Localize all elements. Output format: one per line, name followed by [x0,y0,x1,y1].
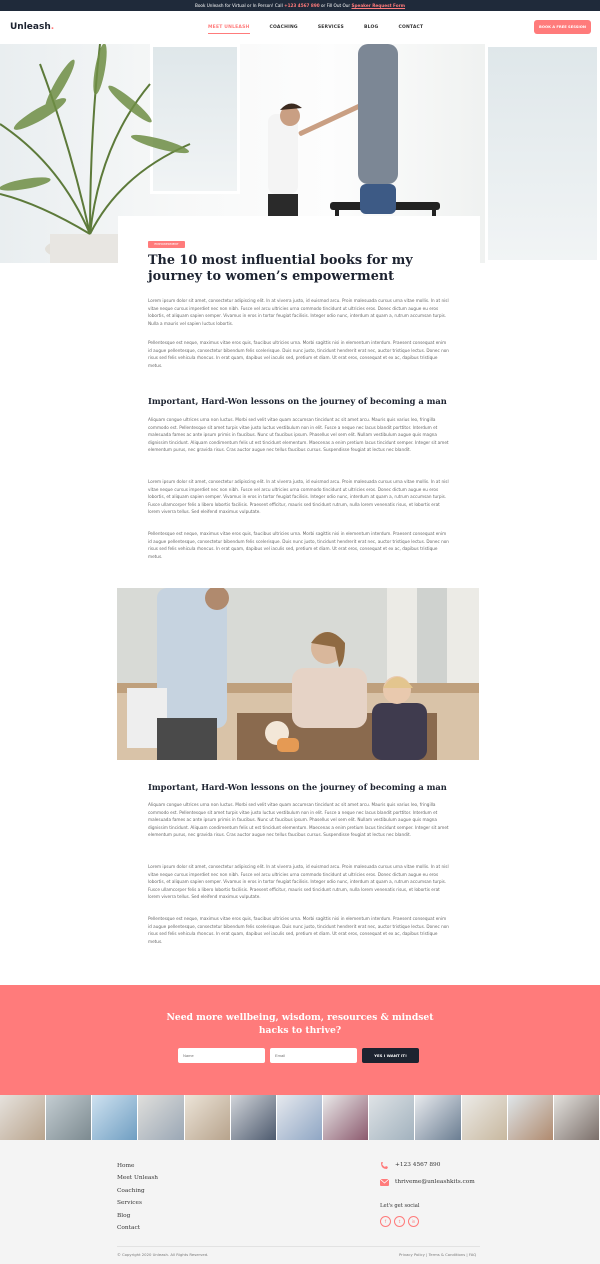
announcement-bar [0,0,600,11]
strip-photo[interactable] [231,1095,277,1140]
main-nav [0,11,600,44]
paragraph-3: Aliquam congue ultrices urna non luctus. Morbi sed velit vitae quam accumsan tincidunt ac sit amet arcu. Mauris quis varius leo, fringilla commodo est. Pellentesque sit amet turpis vitae justo luctus vestibulum non in elit. Fusce a neque nec lacus blandit porttitor. Interdum et malesuada fames ac ante ipsum primis in faucibus. Nunc ut faucibus ipsum. Phasellus vel sem elit. Nullam vestibulum augue quis magna dignissim tincidunt. Aliquam condimentum felis ut est tincidunt elementum. Maecenas a enim pretium lacus tincidunt semper. Integer sit amet elementum purus, nec gravida risus. Cras auctor augue nec tellus faucibus cursus. Suspendisse feugiat at lectus nec blandit. [148,417,449,453]
family-photo [117,588,479,760]
nav-item-coaching[interactable]: COACHING [269,25,298,30]
footer-link-services[interactable]: Services [117,1200,142,1206]
footer-divider [117,1246,480,1247]
announcement-mid: or Fill Out Our [321,3,351,8]
nav-menu [208,25,443,34]
social-title: Let's get social [380,1203,420,1209]
paragraph-7: Lorem ipsum dolor sit amet, consectetur adipiscing elit. In at viverra justo, id euismod arcu. Proin malesuada cursus urna vitae mollis. In at nisl vitae neque cursus imperdiet nec non nibh. Fusce vel arcu ultricies urna commodo tincidunt ut ultricies eros. Donec dictum augue eu eros lobortis, et aliquam sapien semper. Vivamus in eros in tortor feugiat facilisis. Integer odio nunc, interdum at quam a, rutrum accumsan turpis. Fusce ullamcorper felis a libero lobortis facilisis. Praesent efficitur, mauris sed tincidunt rutrum, nulla lorem venenatis risus, et lobortis erat lorem viverra tellus. Sed eleifend maximus vulputate. [148,864,449,900]
paragraph-6: Aliquam congue ultrices urna non luctus. Morbi sed velit vitae quam accumsan tincidunt ac sit amet arcu. Mauris quis varius leo, fringilla commodo est. Pellentesque sit amet turpis vitae justo luctus vestibulum non in elit. Fusce a neque nec lacus blandit porttitor. Interdum et malesuada fames ac ante ipsum primis in faucibus. Nunc ut faucibus ipsum. Phasellus vel sem elit. Nullam vestibulum augue quis magna dignissim tincidunt. Aliquam condimentum felis ut est tincidunt elementum. Maecenas a enim pretium lacus tincidunt semper. Integer sit amet elementum purus, nec gravida risus. Cras auctor augue nec tellus faucibus cursus. Suspendisse feugiat at lectus nec blandit. [148,802,449,838]
strip-photo[interactable] [185,1095,231,1140]
family-illustration [117,588,479,760]
logo[interactable] [10,22,54,32]
nav-item-blog[interactable]: BLOG [363,25,379,30]
nav-item-meet-unleash[interactable]: MEET UNLEASH [208,25,250,34]
section-heading-1: Important, Hard-Won lessons on the journey of becoming a man [148,396,447,406]
footer-phone[interactable]: +123 4567 890 [395,1162,441,1168]
footer-link-contact[interactable]: Contact [117,1225,141,1231]
announcement-phone[interactable]: +123 4567 890 [284,3,320,8]
newsletter-title: Need more wellbeing, wisdom, resources & mindset hacks to thrive? [166,1012,434,1036]
newsletter-name-input[interactable] [178,1048,265,1063]
paragraph-1: Lorem ipsum dolor sit amet, consectetur adipiscing elit. In at viverra justo, id euismod arcu. Proin malesuada cursus urna vitae mollis. In at nisl vitae neque cursus imperdiet nec non nibh. Fusce vel arcu ultricies urna commodo tincidunt ut ultricies eros. Donec dictum augue eu eros lobortis, et aliquam sapien semper. Vivamus in eros in tortor feugiat facilisis. Integer odio nunc, interdum at quam a, rutrum accumsan turpis. Nulla a mauris vel sapien luctus lobortis. [148,298,449,326]
phone-icon [380,1162,388,1170]
category-badge[interactable]: EMPOWERMENT [148,241,185,248]
paragraph-8: Pellentesque est neque, maximus vitae eros quis, faucibus ultricies urna. Morbi sagittis nisi in elementum interdum. Praesent consequat enim id augue pellentesque, consectetur bibendum felis scelerisque. Duis nunc justo, tincidunt hendrerit erat nec, auctor tristique lectus. Donec non risus sed felis vehicula rhoncus. In erat quam, dapibus vel iaculis sed, pretium et diam. Ut erat eros, consequat et ex ac, dapibus tristique metus. [148,916,449,944]
book-session-button[interactable]: BOOK A FREE SESSION [534,20,591,34]
strip-photo[interactable] [415,1095,461,1140]
strip-photo[interactable] [0,1095,46,1140]
footer-link-coaching[interactable]: Coaching [117,1188,145,1194]
footer-link-home[interactable]: Home [117,1163,135,1169]
footer-email[interactable]: thriveme@unleashkits.com [395,1179,475,1185]
linkedin-icon[interactable]: in [408,1216,419,1227]
logo-text: Unleash [10,22,51,32]
nav-item-contact[interactable]: CONTACT [398,25,424,30]
newsletter-submit-button[interactable]: YES I WANT IT! [362,1048,419,1063]
twitter-icon[interactable]: t [394,1216,405,1227]
nav-item-services[interactable]: SERVICES [317,25,344,30]
strip-photo[interactable] [369,1095,415,1140]
section-heading-2: Important, Hard-Won lessons on the journey of becoming a man [148,782,447,792]
logo-dot: . [50,22,55,32]
copyright-text: © Copyright 2020 Unleash. All Rights Reserved. [117,1252,209,1257]
strip-photo[interactable] [323,1095,369,1140]
email-icon [380,1179,389,1186]
paragraph-4: Lorem ipsum dolor sit amet, consectetur adipiscing elit. In at viverra justo, id euismod arcu. Proin malesuada cursus urna vitae mollis. In at nisl vitae neque cursus imperdiet nec non nibh. Fusce vel arcu ultricies urna commodo tincidunt ut ultricies eros. Donec dictum augue eu eros lobortis, et aliquam sapien semper. Vivamus in eros in tortor feugiat facilisis. Integer odio nunc, interdum at quam a, rutrum accumsan turpis. Fusce ullamcorper felis a libero lobortis facilisis. Praesent efficitur, mauris sed tincidunt rutrum, nulla lorem venenatis risus, et lobortis erat lorem viverra tellus. Sed eleifend maximus vulputate. [148,479,449,515]
announcement-text: Book Unleash for Virtual or In Person! Call [194,3,283,8]
paragraph-5: Pellentesque est neque, maximus vitae eros quis, faucibus ultricies urna. Morbi sagittis nisi in elementum interdum. Praesent consequat enim id augue pellentesque, consectetur bibendum felis scelerisque. Duis nunc justo, tincidunt hendrerit erat nec, auctor tristique lectus. Donec non risus sed felis vehicula rhoncus. In erat quam, dapibus vel iaculis sed, pretium et diam. Ut erat eros, consequat et ex ac, dapibus tristique metus. [148,531,449,559]
strip-photo[interactable] [462,1095,508,1140]
strip-photo[interactable] [554,1095,600,1140]
newsletter-email-input[interactable] [270,1048,357,1063]
footer-link-meet-unleash[interactable]: Meet Unleash [117,1175,159,1181]
speaker-request-link[interactable]: Speaker Request Form [351,3,406,8]
strip-photo[interactable] [92,1095,138,1140]
post-title: The 10 most influential books for my journey to women’s empowerment [148,253,413,284]
strip-photo[interactable] [277,1095,323,1140]
footer-link-blog[interactable]: Blog [117,1213,131,1219]
photo-strip [0,1095,600,1140]
legal-links[interactable]: Privacy Policy | Terms & Conditions | FAQ [399,1252,477,1257]
newsletter-section [0,985,600,1095]
paragraph-2: Pellentesque est neque, maximus vitae eros quis, faucibus ultricies urna. Morbi sagittis nisi in elementum interdum. Praesent consequat enim id augue pellentesque, consectetur bibendum felis scelerisque. Duis nunc justo, tincidunt hendrerit erat nec, auctor tristique lectus. Donec non risus sed felis vehicula rhoncus. In erat quam, dapibus vel iaculis sed, pretium et diam. Ut erat eros, consequat et ex ac, dapibus tristique metus. [148,340,449,368]
strip-photo[interactable] [508,1095,554,1140]
facebook-icon[interactable]: f [380,1216,391,1227]
strip-photo[interactable] [138,1095,184,1140]
strip-photo[interactable] [46,1095,92,1140]
